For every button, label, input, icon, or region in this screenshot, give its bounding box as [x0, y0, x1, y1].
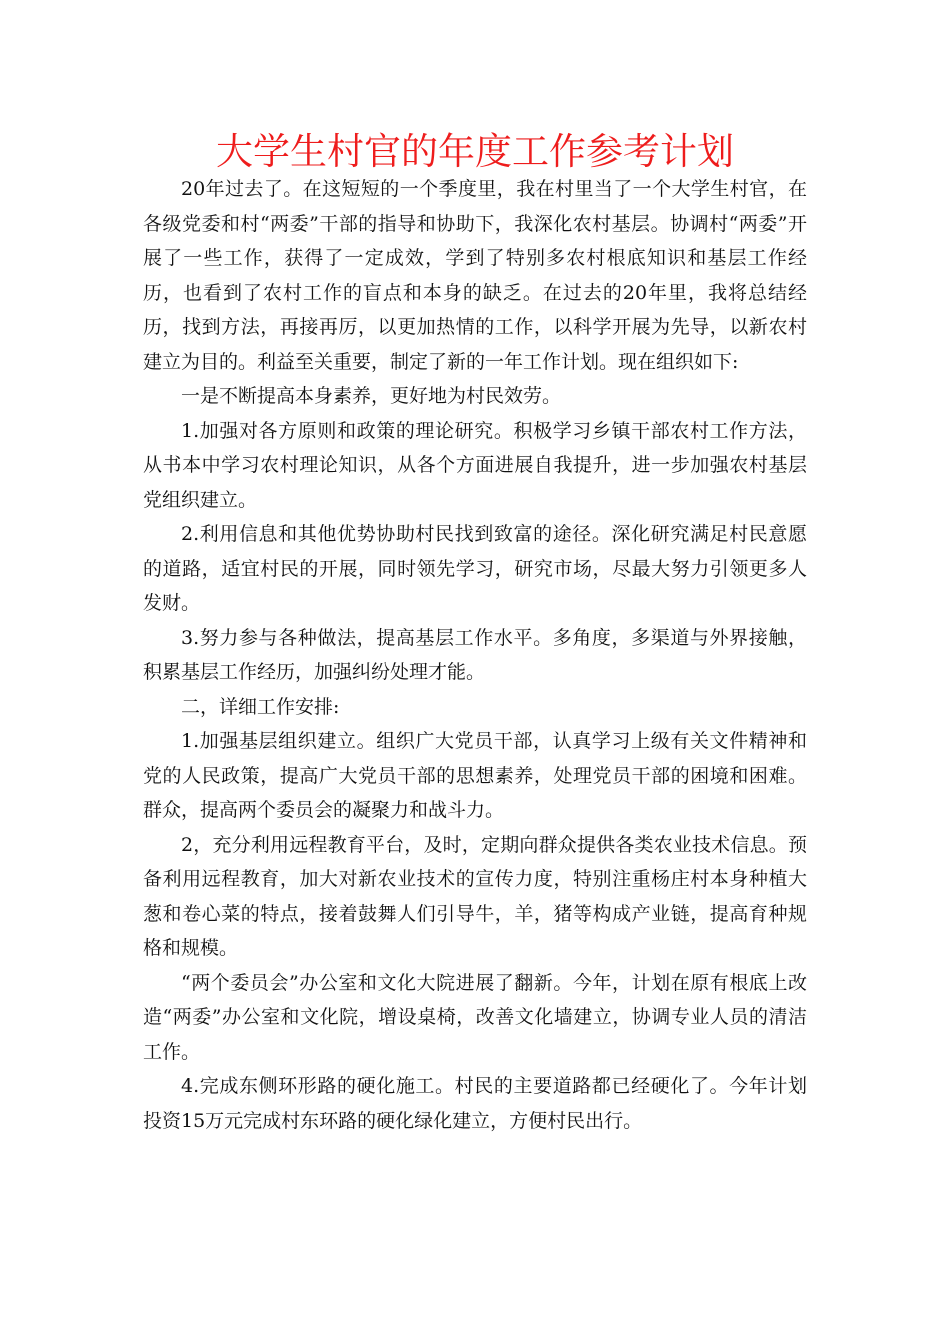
paragraph-intro: 20年过去了。在这短短的一个季度里，我在村里当了一个大学生村官，在各级党委和村“两委”干部的指导和协助下，我深化农村基层。协调村“两委”开展了一些工作，获得了一定成效，学到了特别多农村根底知识和基层工作经历，也看到了农村工作的盲点和本身的缺乏。在过去的20年里，我将总结经历，找到方法，再接再厉，以更加热情的工作，以科学开展为先导，以新农村建立为目的。利益至关重要，制定了新的一年工作计划。现在组织如下:	[143, 178, 807, 373]
paragraph-section-one-heading: 一是不断提高本身素养，更好地为村民效劳。	[181, 385, 562, 407]
document-body	[143, 172, 807, 1138]
paragraph-item-1-3: 3.努力参与各种做法，提高基层工作水平。多角度，多渠道与外界接触，积累基层工作经历，加强纠纷处理才能。	[143, 626, 807, 683]
document-title: 大学生村官的年度工作参考计划	[216, 130, 734, 173]
paragraph-section-two-heading: 二，详细工作安排:	[181, 695, 340, 718]
paragraph-item-2-2: 2，充分利用远程教育平台，及时，定期向群众提供各类农业技术信息。预备利用远程教育，加大对新农业技术的宣传力度，特别注重杨庄村本身种植大葱和卷心菜的特点，接着鼓舞人们引导牛，羊，猪等构成产业链，提高育种规格和规模。	[143, 833, 807, 959]
paragraph-item-1-2: 2.利用信息和其他优势协助村民找到致富的途径。深化研究满足村民意愿的道路，适宜村民的开展，同时领先学习，研究市场，尽最大努力引领更多人发财。	[143, 523, 807, 614]
paragraph-item-1-1: 1.加强对各方原则和政策的理论研究。积极学习乡镇干部农村工作方法，从书本中学习农村理论知识，从各个方面进展自我提升，进一步加强农村基层党组织建立。	[143, 419, 807, 511]
paragraph-item-2-3: “两个委员会”办公室和文化大院进展了翻新。今年，计划在原有根底上改造“两委”办公室和文化院，增设桌椅，改善文化墙建立，协调专业人员的清洁工作。	[143, 971, 807, 1063]
paragraph-item-2-4: 4.完成东侧环形路的硬化施工。村民的主要道路都已经硬化了。今年计划投资15万元完成村东环路的硬化绿化建立，方便村民出行。	[143, 1075, 807, 1132]
paragraph-item-2-1: 1.加强基层组织建立。组织广大党员干部，认真学习上级有关文件精神和党的人民政策，提高广大党员干部的思想素养，处理党员干部的困境和困难。群众，提高两个委员会的凝聚力和战斗力。	[143, 730, 807, 821]
